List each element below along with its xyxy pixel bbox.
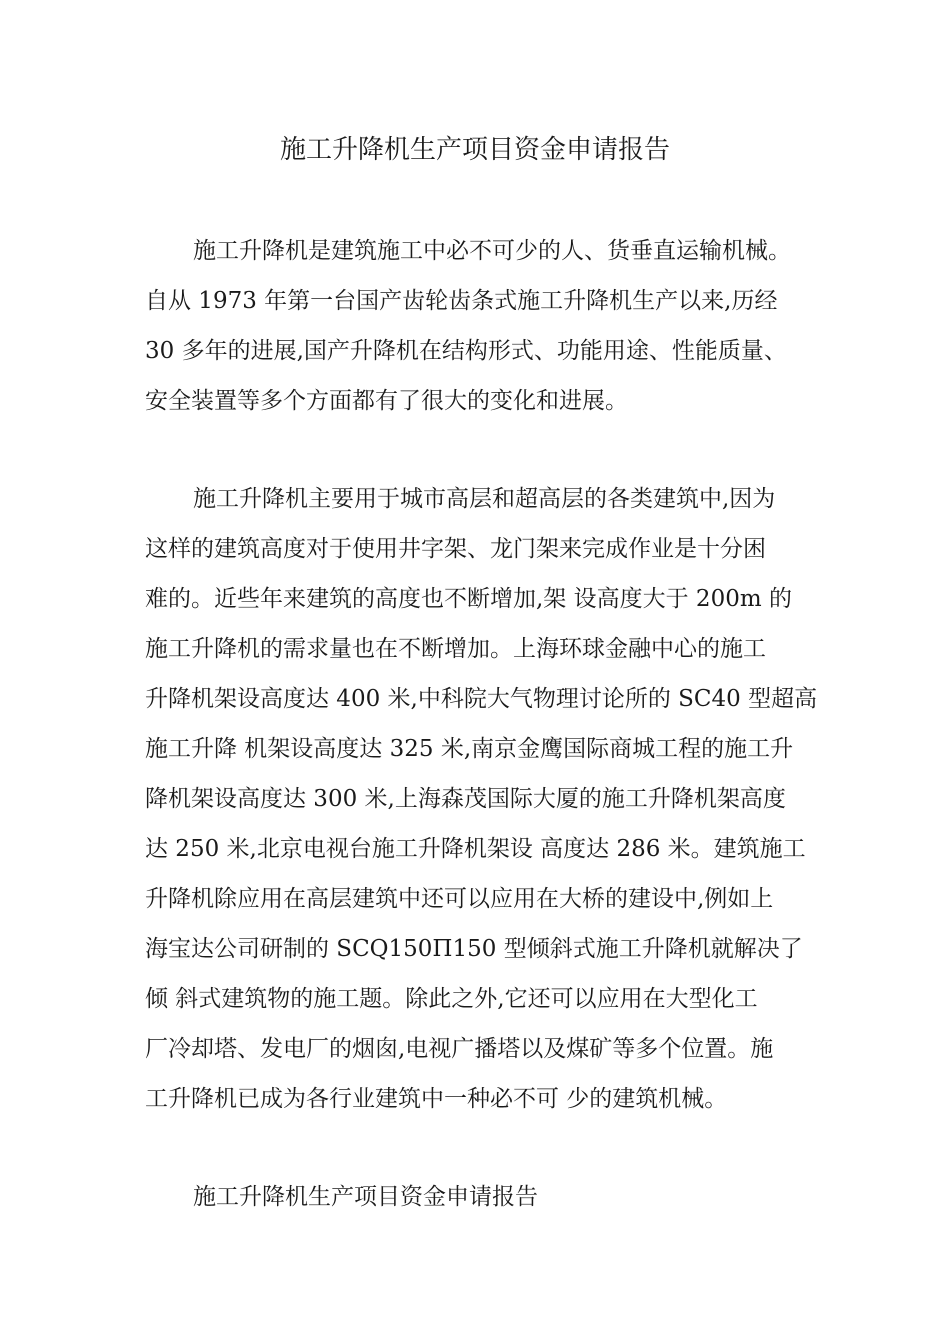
paragraph-1	[145, 226, 810, 426]
paragraph-3	[145, 1172, 810, 1222]
paragraph-line: 30 多年的进展,国产升降机在结构形式、功能用途、性能质量、	[145, 338, 787, 364]
paragraph-line: 难的。近些年来建筑的高度也不断增加,架 设高度大于 200m 的	[145, 586, 792, 612]
document-title: 施工升降机生产项目资金申请报告	[279, 135, 670, 165]
paragraph-line: 安全装置等多个方面都有了很大的变化和进展。	[145, 388, 628, 414]
paragraph-line: 降机架设高度达 300 米,上海森茂国际大厦的施工升降机架高度	[145, 786, 786, 812]
paragraph-line: 施工升降机主要用于城市高层和超高层的各类建筑中,因为	[193, 486, 776, 512]
paragraph-line: 施工升降 机架设高度达 325 米,南京金鹰国际商城工程的施工升	[145, 736, 794, 762]
paragraph-line: 这样的建筑高度对于使用井字架、龙门架来完成作业是十分困	[145, 536, 766, 562]
paragraph-line: 倾 斜式建筑物的施工题。除此之外,它还可以应用在大型化工	[145, 986, 758, 1012]
paragraph-line: 施工升降机的需求量也在不断增加。上海环球金融中心的施工	[145, 636, 766, 662]
paragraph-line: 工升降机已成为各行业建筑中一种必不可 少的建筑机械。	[145, 1086, 728, 1112]
paragraph-line: 自从 1973 年第一台国产齿轮齿条式施工升降机生产以来,历经	[145, 288, 778, 314]
paragraph-2	[145, 474, 818, 1124]
paragraph-line: 施工升降机是建筑施工中必不可少的人、货垂直运输机械。	[193, 238, 791, 264]
paragraph-line: 海宝达公司研制的 SCQ150Π150 型倾斜式施工升降机就解决了	[145, 936, 803, 962]
paragraph-line: 升降机除应用在高层建筑中还可以应用在大桥的建设中,例如上	[145, 886, 774, 912]
paragraph-line: 施工升降机生产项目资金申请报告	[193, 1184, 538, 1210]
paragraph-line: 升降机架设高度达 400 米,中科院大气物理讨论所的 SC40 型超高	[145, 686, 818, 712]
paragraph-line: 厂冷却塔、发电厂的烟囱,电视广播塔以及煤矿等多个位置。施	[145, 1036, 774, 1062]
paragraph-line: 达 250 米,北京电视台施工升降机架设 高度达 286 米。建筑施工	[145, 836, 806, 862]
